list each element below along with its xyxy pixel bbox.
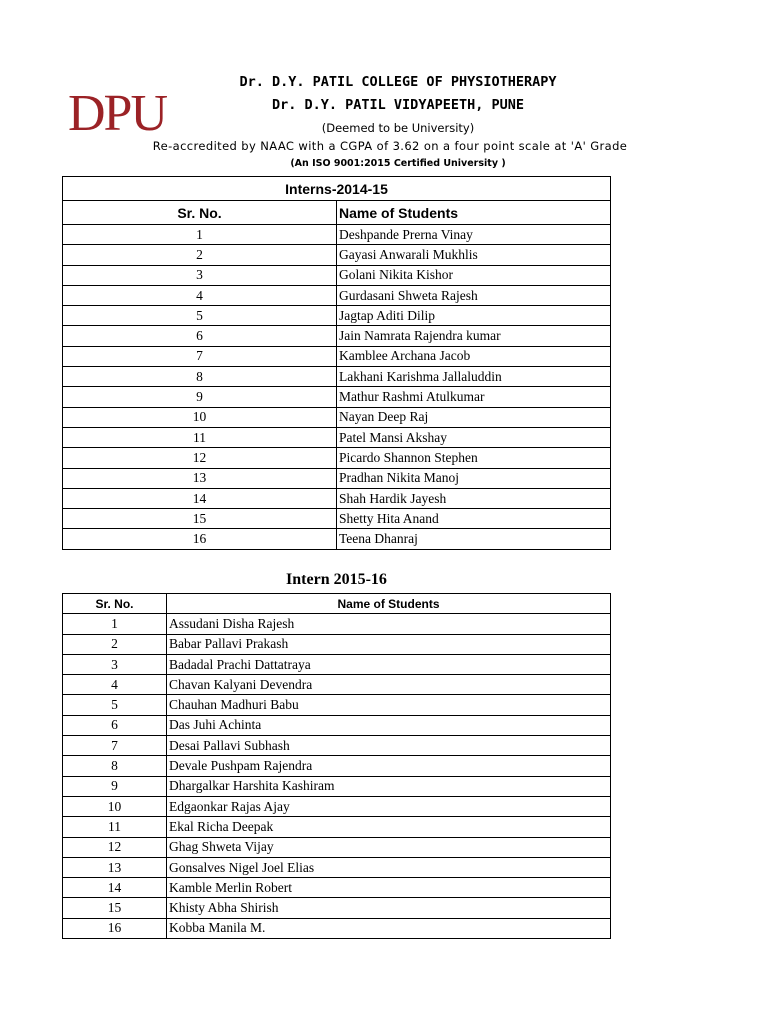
sr-no-cell: 4 <box>63 285 337 305</box>
sr-no-cell: 2 <box>63 634 167 654</box>
table-row <box>63 634 611 654</box>
table-row <box>63 509 611 529</box>
table-row <box>63 675 611 695</box>
sr-no-cell: 13 <box>63 857 167 877</box>
table-row <box>63 776 611 796</box>
sr-no-cell: 5 <box>63 695 167 715</box>
sr-no-cell: 11 <box>63 427 337 447</box>
student-name-cell: Gurdasani Shweta Rajesh <box>337 285 611 305</box>
table-row <box>63 796 611 816</box>
sr-no-cell: 1 <box>63 225 337 245</box>
sr-no-cell: 3 <box>63 265 337 285</box>
student-name-cell: Ekal Richa Deepak <box>167 817 611 837</box>
table-row <box>63 387 611 407</box>
sr-no-cell: 15 <box>63 509 337 529</box>
sr-no-cell: 1 <box>63 614 167 634</box>
student-name-cell: Golani Nikita Kishor <box>337 265 611 285</box>
table-caption: Interns-2014-15 <box>63 177 611 201</box>
student-name-cell: Ghag Shweta Vijay <box>167 837 611 857</box>
sr-no-cell: 6 <box>63 715 167 735</box>
table-row <box>63 614 611 634</box>
table-row <box>63 529 611 549</box>
sr-no-cell: 8 <box>63 756 167 776</box>
table-row <box>63 837 611 857</box>
table-row <box>63 878 611 898</box>
student-name-cell: Das Juhi Achinta <box>167 715 611 735</box>
table-row <box>63 285 611 305</box>
table-row <box>63 367 611 387</box>
table-row <box>63 695 611 715</box>
iso-note: (An ISO 9001:2015 Certified University ) <box>290 158 506 169</box>
column-header-name: Name of Students <box>167 594 611 614</box>
sr-no-cell: 9 <box>63 387 337 407</box>
table-row <box>63 448 611 468</box>
table-row <box>63 736 611 756</box>
college-name: Dr. D.Y. PATIL COLLEGE OF PHYSIOTHERAPY <box>239 74 557 90</box>
student-name-cell: Kamblee Archana Jacob <box>337 346 611 366</box>
sr-no-cell: 2 <box>63 245 337 265</box>
table-row <box>63 346 611 366</box>
interns-2015-16-table <box>62 593 611 939</box>
interns-2014-15-table <box>62 176 611 550</box>
student-name-cell: Chauhan Madhuri Babu <box>167 695 611 715</box>
sr-no-cell: 5 <box>63 306 337 326</box>
sr-no-cell: 10 <box>63 796 167 816</box>
table-row <box>63 326 611 346</box>
student-name-cell: Babar Pallavi Prakash <box>167 634 611 654</box>
student-name-cell: Jagtap Aditi Dilip <box>337 306 611 326</box>
table-row <box>63 427 611 447</box>
student-name-cell: Kamble Merlin Robert <box>167 878 611 898</box>
table-row <box>63 265 611 285</box>
table-row <box>63 756 611 776</box>
sr-no-cell: 14 <box>63 878 167 898</box>
sr-no-cell: 12 <box>63 837 167 857</box>
student-name-cell: Shetty Hita Anand <box>337 509 611 529</box>
student-name-cell: Gayasi Anwarali Mukhlis <box>337 245 611 265</box>
student-name-cell: Mathur Rashmi Atulkumar <box>337 387 611 407</box>
student-name-cell: Gonsalves Nigel Joel Elias <box>167 857 611 877</box>
student-name-cell: Pradhan Nikita Manoj <box>337 468 611 488</box>
student-name-cell: Assudani Disha Rajesh <box>167 614 611 634</box>
table-row <box>63 407 611 427</box>
sr-no-cell: 3 <box>63 654 167 674</box>
table-row <box>63 918 611 938</box>
table-row <box>63 857 611 877</box>
sr-no-cell: 14 <box>63 488 337 508</box>
sr-no-cell: 4 <box>63 675 167 695</box>
logo-text: DPU <box>68 85 167 142</box>
student-name-cell: Edgaonkar Rajas Ajay <box>167 796 611 816</box>
table-row <box>63 488 611 508</box>
student-name-cell: Kobba Manila M. <box>167 918 611 938</box>
student-name-cell: Khisty Abha Shirish <box>167 898 611 918</box>
student-name-cell: Nayan Deep Raj <box>337 407 611 427</box>
sr-no-cell: 8 <box>63 367 337 387</box>
student-name-cell: Deshpande Prerna Vinay <box>337 225 611 245</box>
sr-no-cell: 9 <box>63 776 167 796</box>
deemed-note: (Deemed to be University) <box>321 121 475 135</box>
table-row <box>63 245 611 265</box>
column-header-sr-no: Sr. No. <box>63 594 167 614</box>
sr-no-cell: 11 <box>63 817 167 837</box>
sr-no-cell: 16 <box>63 529 337 549</box>
student-name-cell: Badadal Prachi Dattatraya <box>167 654 611 674</box>
sr-no-cell: 6 <box>63 326 337 346</box>
sr-no-cell: 10 <box>63 407 337 427</box>
student-name-cell: Devale Pushpam Rajendra <box>167 756 611 776</box>
table-row <box>63 654 611 674</box>
sr-no-cell: 7 <box>63 736 167 756</box>
table-row <box>63 817 611 837</box>
table-row <box>63 898 611 918</box>
sr-no-cell: 12 <box>63 448 337 468</box>
table-row <box>63 225 611 245</box>
student-name-cell: Lakhani Karishma Jallaluddin <box>337 367 611 387</box>
sr-no-cell: 15 <box>63 898 167 918</box>
student-name-cell: Chavan Kalyani Devendra <box>167 675 611 695</box>
sr-no-cell: 16 <box>63 918 167 938</box>
table-row <box>63 306 611 326</box>
student-name-cell: Teena Dhanraj <box>337 529 611 549</box>
student-name-cell: Dhargalkar Harshita Kashiram <box>167 776 611 796</box>
table-caption: Intern 2015-16 <box>286 571 387 588</box>
table-row <box>63 715 611 735</box>
student-name-cell: Picardo Shannon Stephen <box>337 448 611 468</box>
student-name-cell: Patel Mansi Akshay <box>337 427 611 447</box>
student-name-cell: Desai Pallavi Subhash <box>167 736 611 756</box>
university-name: Dr. D.Y. PATIL VIDYAPEETH, PUNE <box>272 97 524 113</box>
student-name-cell: Shah Hardik Jayesh <box>337 488 611 508</box>
table-row <box>63 468 611 488</box>
column-header-name: Name of Students <box>337 201 611 225</box>
sr-no-cell: 7 <box>63 346 337 366</box>
accreditation-note: Re-accredited by NAAC with a CGPA of 3.62 on a four point scale at 'A' Grade <box>152 139 628 153</box>
column-header-sr-no: Sr. No. <box>63 201 337 225</box>
sr-no-cell: 13 <box>63 468 337 488</box>
student-name-cell: Jain Namrata Rajendra kumar <box>337 326 611 346</box>
